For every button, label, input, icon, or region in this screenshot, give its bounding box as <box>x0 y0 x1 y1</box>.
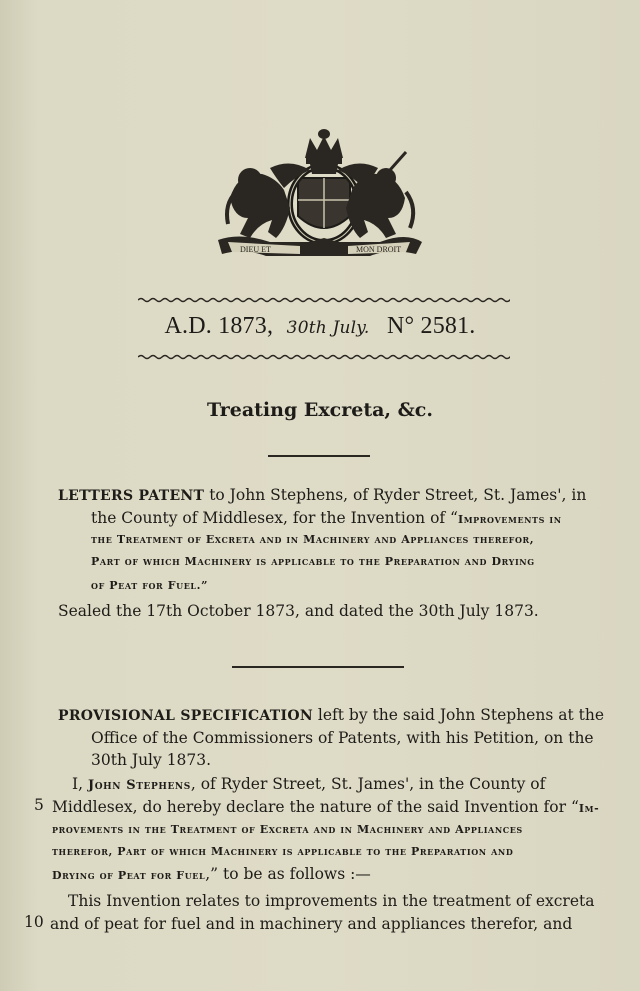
patent-year: A.D. 1873, <box>164 313 274 339</box>
motto-left: DIEU ET <box>240 245 271 254</box>
body-line-3: provements in the Treatment of Excreta and in Machinery and Appliances <box>52 823 523 836</box>
body-line-2: Middlesex, do hereby declare the nature of the said Invention for “Im- <box>52 798 600 816</box>
patent-number: N° 2581. <box>386 313 476 339</box>
divider-rule-2 <box>232 666 404 668</box>
wavy-rule-top <box>138 296 510 304</box>
provisional-line-3: 30th July 1873. <box>91 751 212 769</box>
provisional-line-2: Office of the Commissioners of Patents, with his Petition, on the <box>91 729 594 747</box>
wavy-rule-bottom <box>138 353 510 361</box>
body-line-7: and of peat for fuel and in machinery and appliances therefor, and <box>50 915 573 933</box>
motto-right: MON DROIT <box>356 245 402 254</box>
letters-line-1: LETTERS PATENT to John Stephens, of Ryder Street, St. James', in <box>58 486 587 504</box>
body-line-5: Drying of Peat for Fuel,” to be as follows :— <box>52 865 371 883</box>
royal-coat-of-arms-icon <box>210 128 425 263</box>
patent-header <box>0 313 640 340</box>
patent-date: 30th July. <box>286 318 370 338</box>
letters-line-4: Part of which Machinery is applicable to the Preparation and Drying <box>91 555 535 568</box>
provisional-line-1: PROVISIONAL SPECIFICATION left by the said John Stephens at the <box>58 706 605 724</box>
line-number-10: 10 <box>24 913 44 931</box>
line-number-5: 5 <box>34 796 44 814</box>
letters-line-3: the Treatment of Excreta and in Machinery and Appliances therefor, <box>91 533 535 546</box>
body-line-1: I, John Stephens, of Ryder Street, St. James', in the County of <box>72 775 546 793</box>
letters-line-2: the County of Middlesex, for the Invention of “Improvements in <box>91 509 562 527</box>
letters-line-5: of Peat for Fuel.” <box>91 579 208 592</box>
sealed-line: Sealed the 17th October 1873, and dated the 30th July 1873. <box>58 602 539 620</box>
divider-rule <box>268 455 370 457</box>
patent-title: Treating Excreta, &c. <box>206 399 433 421</box>
body-line-6: This Invention relates to improvements in the treatment of excreta <box>68 892 595 910</box>
body-line-4: therefor, Part of which Machinery is applicable to the Preparation and <box>52 845 514 858</box>
